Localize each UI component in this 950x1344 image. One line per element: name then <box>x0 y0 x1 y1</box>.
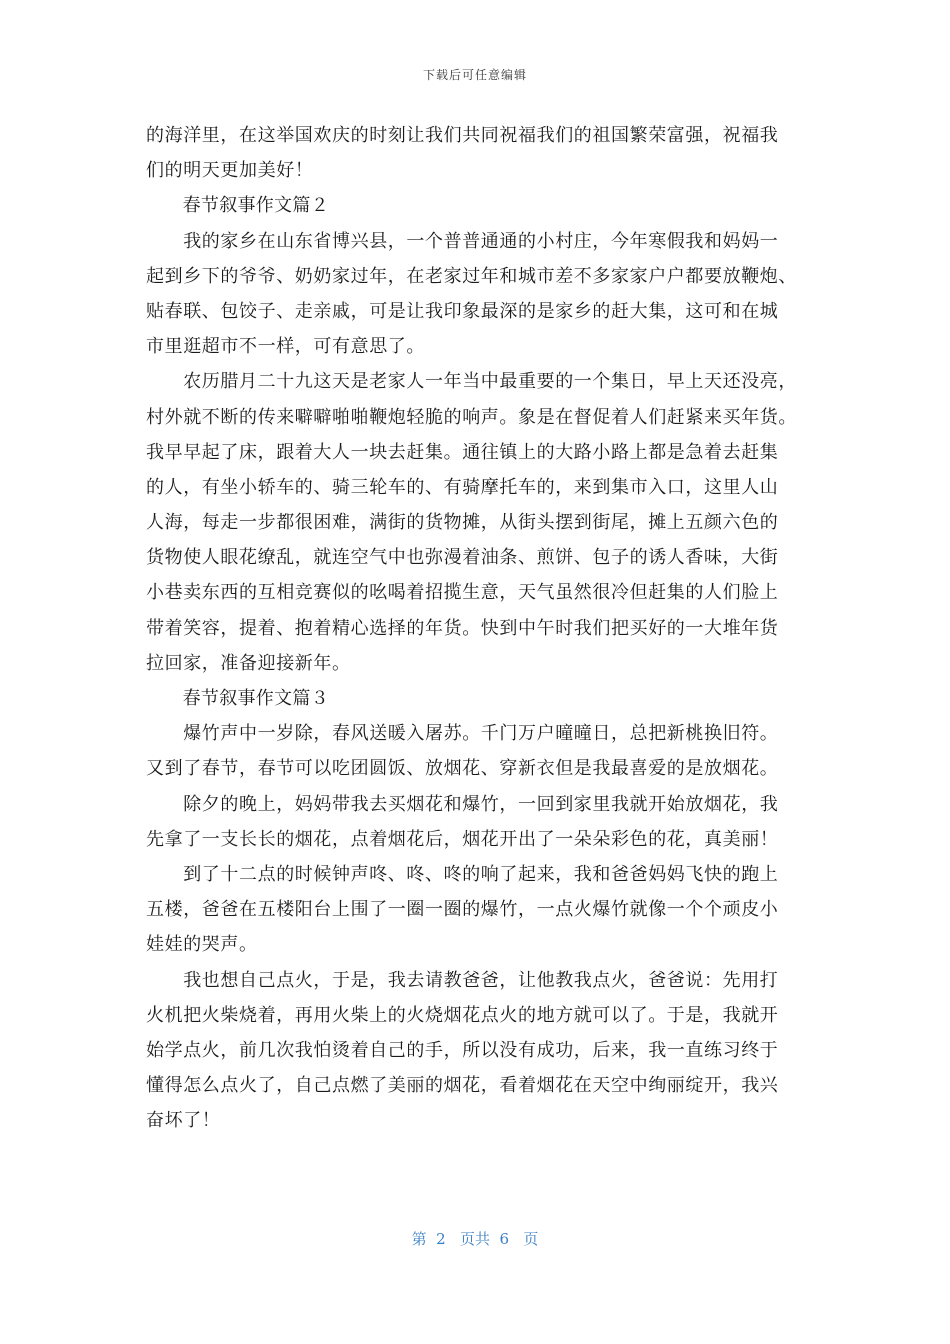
text-line: 农历腊月二十九这天是老家人一年当中最重要的一个集日，早上天还没亮， <box>146 371 797 393</box>
article-body <box>146 118 811 1138</box>
page-header-note: 下载后可任意编辑 <box>422 68 527 82</box>
page-number-footer: 第 2 页共 6 页 <box>411 1230 539 1248</box>
text-line: 五楼，爸爸在五楼阳台上围了一圈一圈的爆竹，一点火爆竹就像一个个顽皮小 <box>146 899 779 921</box>
text-line: 的海洋里，在这举国欢庆的时刻让我们共同祝福我们的祖国繁荣富强，祝福我 <box>146 125 779 146</box>
text-line: 起到乡下的爷爷、奶奶家过年，在老家过年和城市差不多家家户户都要放鞭炮、 <box>146 265 797 287</box>
section-heading: 春节叙事作文篇２ <box>146 195 329 217</box>
text-line: 带着笑容，提着、抱着精心选择的年货。快到中午时我们把买好的一大堆年货 <box>146 617 779 639</box>
text-line: 村外就不断的传来噼噼啪啪鞭炮轻脆的响声。象是在督促着人们赶紧来买年货。 <box>146 406 797 428</box>
text-line: 市里逛超市不一样，可有意思了。 <box>146 336 425 358</box>
text-line: 我也想自己点火，于是，我去请教爸爸，让他教我点火，爸爸说：先用打 <box>146 969 779 991</box>
text-line: 们的明天更加美好！ <box>146 160 314 182</box>
text-line: 爆竹声中一岁除，春风送暖入屠苏。千门万户曈曈日，总把新桃换旧符。 <box>146 723 779 745</box>
text-line: 拉回家，准备迎接新年。 <box>146 652 351 674</box>
text-line: 又到了春节，春节可以吃团圆饭、放烟花、穿新衣但是我最喜爱的是放烟花。 <box>146 758 779 780</box>
text-line: 我早早起了床，跟着大人一块去赶集。通往镇上的大路小路上都是急着去赶集 <box>146 441 779 463</box>
text-line: 的人，有坐小轿车的、骑三轮车的、有骑摩托车的，来到集市入口，这里人山 <box>146 476 779 498</box>
section-heading: 春节叙事作文篇３ <box>146 688 329 709</box>
text-line: 人海，每走一步都很困难，满街的货物摊，从街头摆到街尾，摊上五颜六色的 <box>146 512 779 534</box>
text-line: 奋坏了！ <box>146 1110 221 1132</box>
text-line: 先拿了一支长长的烟花，点着烟花后，烟花开出了一朵朵彩色的花，真美丽！ <box>146 828 779 850</box>
text-line: 火机把火柴烧着，再用火柴上的火烧烟花点火的地方就可以了。于是，我就开 <box>146 1004 779 1026</box>
text-line: 除夕的晚上，妈妈带我去买烟花和爆竹，一回到家里我就开始放烟花，我 <box>146 793 779 815</box>
text-line: 到了十二点的时候钟声咚、咚、咚的响了起来，我和爸爸妈妈飞快的跑上 <box>146 863 779 885</box>
text-line: 我的家乡在山东省博兴县，一个普普通通的小村庄，今年寒假我和妈妈一 <box>146 230 779 252</box>
text-line: 贴春联、包饺子、走亲戚，可是让我印象最深的是家乡的赶大集，这可和在城 <box>146 300 779 322</box>
text-line: 货物使人眼花缭乱，就连空气中也弥漫着油条、煎饼、包子的诱人香味，大街 <box>146 547 779 569</box>
text-line: 娃娃的哭声。 <box>146 934 258 956</box>
text-line: 小巷卖东西的互相竞赛似的吆喝着招揽生意，天气虽然很冷但赶集的人们脸上 <box>146 582 779 604</box>
text-line: 懂得怎么点火了，自己点燃了美丽的烟花，看着烟花在天空中绚丽绽开，我兴 <box>146 1075 779 1097</box>
text-line: 始学点火，前几次我怕烫着自己的手，所以没有成功，后来，我一直练习终于 <box>146 1039 779 1061</box>
